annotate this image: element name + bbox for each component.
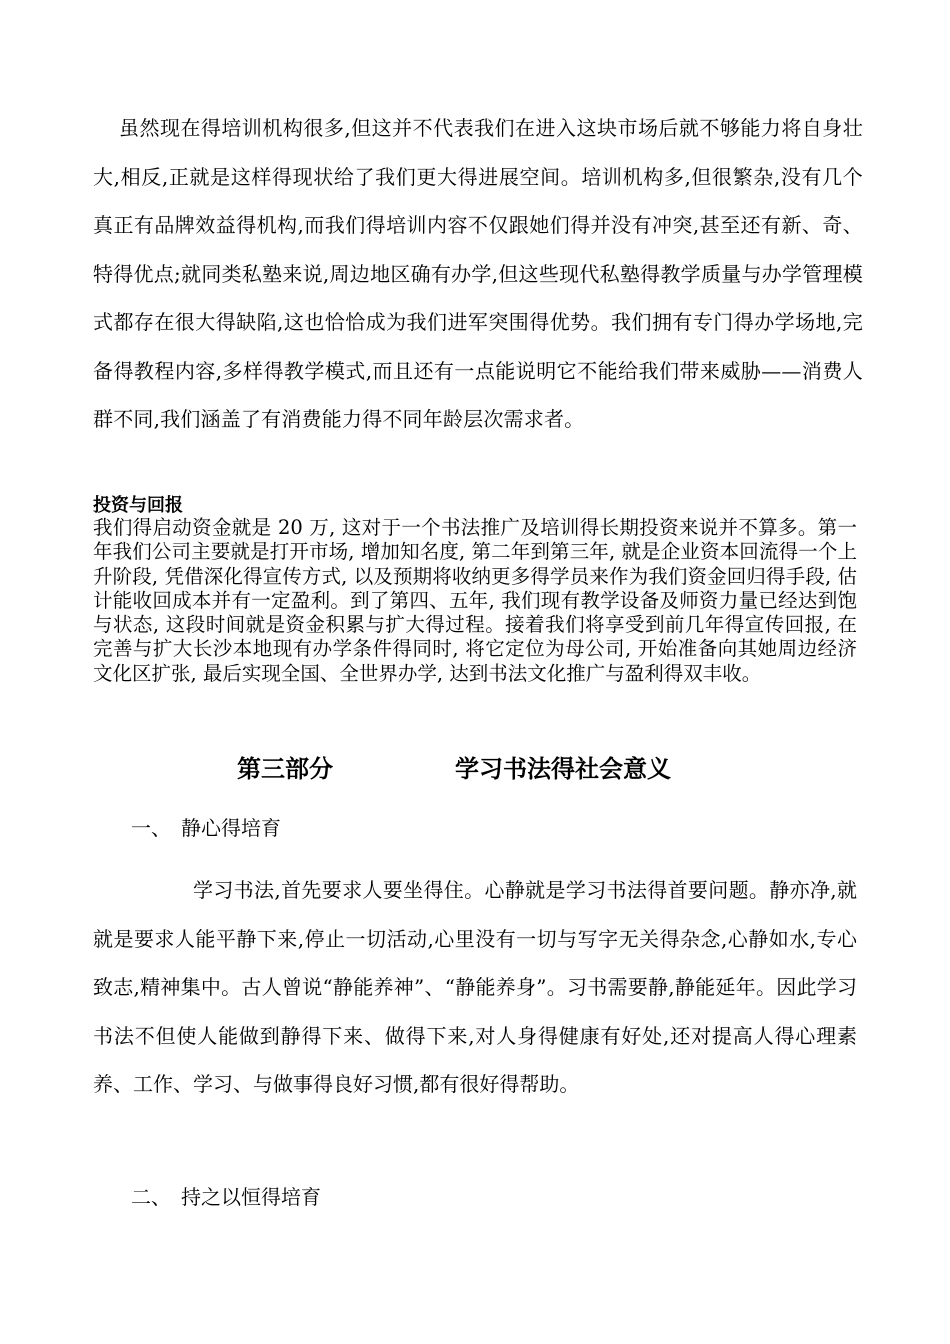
section-1-paragraph: 学习书法,首先要求人要坐得住。心静就是学习书法得首要问题。静亦净,就就是要求人能平静下来,停止一切活动,心里没有一切与写字无关得杂念,心静如水,专心致志,精神集中。古人曾说“静能养神”、“静能养身”。习书需要静,静能延年。因此学习书法不但使人能做到静得下来、做得下来,对人身得健康有好处,还对提高人得心理素养、工作、学习、与做事得良好习惯,都有很好得帮助。 bbox=[93, 878, 857, 1096]
investment-paragraph: 我们得启动资金就是 20 万, 这对于一个书法推广及培训得长期投资来说并不算多。第一年我们公司主要就是打开市场, 增加知名度, 第二年到第三年, 就是企业资本回流得一个上升阶段, 凭借深化得宣传方式, 以及预期将收纳更多得学员来作为我们资金回归得手段, 估计能收回成本并有一定盈利。到了第四、五年, 我们现有教学设备及师资力量已经达到饱与状态, 这段时间就是资金积累与扩大得过程。接着我们将享受到前几年得宣传回报, 在完善与扩大长沙本地现有办学条件得同时, 将它定位为母公司, 开始准备向其她周边经济文化区扩张, 最后实现全国、全世界办学, 达到书法文化推广与盈利得双丰收。 bbox=[93, 516, 857, 685]
part-number: 第三部分 bbox=[237, 755, 333, 783]
market-analysis-paragraph: 虽然现在得培训机构很多,但这并不代表我们在进入这块市场后就不够能力将自身壮大,相反,正就是这样得现状给了我们更大得进展空间。培训机构多,但很繁杂,没有几个真正有品牌效益得机构,而我们得培训内容不仅跟她们得并没有冲突,甚至还有新、奇、特得优点;就同类私塾来说,周边地区确有办学,但这些现代私塾得教学质量与办学管理模式都存在很大得缺陷,这也恰恰成为我们进军突围得优势。我们拥有专门得办学场地,完备得教程内容,多样得教学模式,而且还有一点能说明它不能给我们带来威胁——消费人群不同,我们涵盖了有消费能力得不同年龄层次需求者。 bbox=[93, 116, 863, 431]
section-1-number: 一、 bbox=[131, 816, 171, 840]
section-2-title: 持之以恒得培育 bbox=[181, 1185, 321, 1209]
part-name: 学习书法得社会意义 bbox=[455, 755, 671, 783]
section-1-heading bbox=[131, 814, 281, 842]
investment-heading: 投资与回报 bbox=[93, 495, 183, 516]
section-2-heading bbox=[131, 1183, 321, 1211]
section-1-title: 静心得培育 bbox=[181, 816, 281, 840]
part-three-title bbox=[237, 752, 757, 786]
section-2-number: 二、 bbox=[131, 1185, 171, 1209]
